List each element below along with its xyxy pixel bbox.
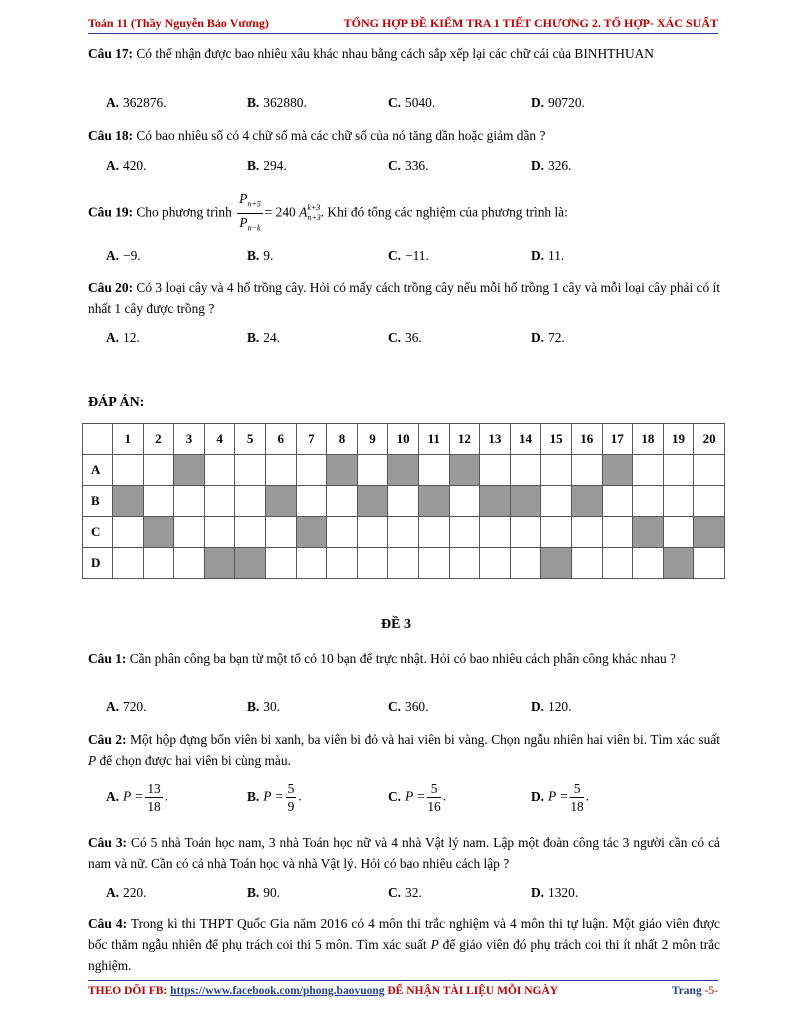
answer-cell — [571, 548, 602, 579]
question-text: Cần phân công ba bạn từ một tổ có 10 bạn để trực nhật. Hỏi có bao nhiêu cách phân công khác nhau ? — [129, 651, 676, 666]
question-20 — [88, 277, 720, 319]
question-number: Câu 1: — [88, 651, 127, 666]
facebook-link[interactable]: https://www.facebook.com/phong.baovuong — [170, 985, 385, 997]
option-c: C. 36. — [388, 330, 422, 345]
answer-cell — [174, 486, 205, 517]
question-text-before: Cho phương trình — [136, 204, 232, 220]
answer-cell-marked — [113, 486, 144, 517]
answer-cell — [113, 517, 144, 548]
question-text: Có 5 nhà Toán học nam, 3 nhà Toán học nữ và 4 nhà Vật lý nam. Lập một đoàn công tác 3 người cần có cả nam và nữ. Cần có cả nhà Toán học và nhà Vật lý. Hỏi có bao nhiêu cách lập ? — [88, 835, 720, 871]
option-b: B. 294. — [247, 158, 287, 173]
answer-cell — [449, 548, 480, 579]
option-a: A. 362876. — [106, 95, 167, 110]
answer-cell — [418, 548, 449, 579]
column-header: 17 — [602, 424, 633, 455]
arrangement-sub: n+3 — [307, 213, 321, 223]
answer-cell — [357, 517, 388, 548]
answer-cell-marked — [296, 517, 327, 548]
answer-cell-marked — [633, 517, 664, 548]
answer-cell-marked — [327, 455, 358, 486]
de3-question-3-options — [106, 885, 706, 907]
de3-question-1 — [88, 648, 720, 669]
de3-question-2 — [88, 729, 720, 771]
answer-cell-marked — [265, 486, 296, 517]
answer-cell — [327, 517, 358, 548]
answer-cell-marked — [174, 455, 205, 486]
question-number: Câu 20: — [88, 280, 134, 295]
question-text-a: Một hộp đựng bốn viên bi xanh, ba viên bi đỏ và hai viên bi vàng. Chọn ngẫu nhiên hai viên bi. Tìm xác suất — [130, 732, 720, 747]
answer-cell — [449, 486, 480, 517]
column-header: 2 — [143, 424, 174, 455]
answer-cell — [541, 517, 572, 548]
answer-cell — [541, 486, 572, 517]
de3-question-4 — [88, 913, 720, 976]
answer-cell — [143, 548, 174, 579]
question-number: Câu 3: — [88, 835, 127, 850]
option-c: C. P = $\frac{5}{16}$ . — [388, 781, 447, 814]
answer-cell — [633, 548, 664, 579]
answer-cell — [602, 486, 633, 517]
column-header: 11 — [418, 424, 449, 455]
answer-cell — [143, 486, 174, 517]
option-c: C. 336. — [388, 158, 429, 173]
option-d: D. 72. — [531, 330, 565, 345]
answer-cell — [541, 455, 572, 486]
answer-cell — [663, 517, 694, 548]
question-number: Câu 17: — [88, 46, 134, 61]
question-text-b: để chọn được hai viên bi cùng màu. — [99, 753, 291, 768]
column-header: 3 — [174, 424, 205, 455]
answer-cell — [235, 486, 266, 517]
question-text: Có thể nhận được bao nhiêu xâu khác nhau bằng cách sắp xếp lại các chữ cái của BINHTHUAN — [136, 46, 654, 61]
option-b: B. 9. — [247, 248, 274, 263]
answer-cell — [265, 548, 296, 579]
section-title: ĐỀ 3 — [381, 617, 411, 632]
answer-row-d — [83, 548, 725, 579]
equation-fraction: $\frac{P_{n+5}}{P_{n-k}}$ — [239, 191, 261, 233]
answer-cell — [235, 517, 266, 548]
answer-cell-marked — [388, 455, 419, 486]
answer-cell — [296, 486, 327, 517]
page-footer — [88, 980, 718, 1003]
page-header — [88, 13, 718, 34]
option-a: A. P = $\frac{13}{18}$ . — [106, 781, 169, 814]
question-19-options — [106, 248, 706, 270]
answer-cell — [235, 455, 266, 486]
answer-cell — [510, 455, 541, 486]
answer-cell-marked — [480, 486, 511, 517]
option-c: C. 32. — [388, 885, 422, 900]
answer-cell — [296, 548, 327, 579]
option-a: A. 420. — [106, 158, 147, 173]
column-header: 5 — [235, 424, 266, 455]
column-header: 13 — [480, 424, 511, 455]
answer-cell — [418, 455, 449, 486]
answer-cell — [418, 517, 449, 548]
option-d: D. 120. — [531, 699, 572, 714]
question-17-options — [106, 95, 706, 117]
arrangement-sup: k+3 — [307, 203, 321, 213]
question-text-a: Trong kì thi THPT Quốc Gia năm 2016 có 4 môn thi trắc nghiệm và 4 môn thi tự luận. Một giáo viên được bốc thăm ngẫu nhiên để phụ trách coi thi 5 môn. Tìm xác suất — [88, 916, 720, 952]
answer-cell — [327, 548, 358, 579]
row-label: C — [83, 517, 113, 548]
page-number: Trang -5- — [671, 985, 718, 997]
option-a: A. 720. — [106, 699, 147, 714]
option-c: C. 360. — [388, 699, 429, 714]
option-d: D. 1320. — [531, 885, 579, 900]
answer-cell — [143, 455, 174, 486]
answer-cell-marked — [510, 486, 541, 517]
answer-cell — [602, 548, 633, 579]
column-header: 6 — [265, 424, 296, 455]
answer-row-b — [83, 486, 725, 517]
answer-cell — [480, 548, 511, 579]
option-c: C. 5040. — [388, 95, 436, 110]
equation-rhs: = 240 — [264, 204, 296, 220]
answers-title: ĐÁP ÁN: — [88, 395, 145, 410]
answer-cell — [602, 517, 633, 548]
answer-cell — [357, 548, 388, 579]
answer-cell — [388, 517, 419, 548]
option-b: B. 24. — [247, 330, 281, 345]
option-d: D. 326. — [531, 158, 572, 173]
answer-cell — [265, 517, 296, 548]
column-header: 14 — [510, 424, 541, 455]
answer-cell — [265, 455, 296, 486]
option-d: D. 11. — [531, 248, 565, 263]
answer-cell — [296, 455, 327, 486]
answer-cell — [449, 517, 480, 548]
answer-cell — [388, 486, 419, 517]
answer-cell — [694, 455, 725, 486]
de3-question-1-options — [106, 699, 706, 721]
answer-cell — [694, 548, 725, 579]
answer-cell — [204, 455, 235, 486]
option-c: C. −11. — [388, 248, 429, 263]
answer-row-a — [83, 455, 725, 486]
column-header: 15 — [541, 424, 572, 455]
answer-cell — [663, 486, 694, 517]
answer-cell — [327, 486, 358, 517]
option-b: B. P = $\frac{5}{9}$ . — [247, 781, 302, 814]
answer-cell — [174, 548, 205, 579]
column-header: 19 — [663, 424, 694, 455]
question-18 — [88, 125, 720, 146]
answer-cell-marked — [235, 548, 266, 579]
row-label: B — [83, 486, 113, 517]
question-number: Câu 19: — [88, 204, 134, 220]
column-header: 10 — [388, 424, 419, 455]
footer-notice: THEO DÕI FB: https://www.facebook.com/phong.baovuong ĐỂ NHẬN TÀI LIỆU MỖI NGÀY — [88, 985, 559, 997]
answer-cell — [357, 455, 388, 486]
de3-question-2-options — [106, 780, 706, 820]
answer-cell — [571, 455, 602, 486]
question-number: Câu 4: — [88, 916, 128, 931]
option-b: B. 90. — [247, 885, 281, 900]
question-20-options — [106, 330, 706, 352]
answer-cell — [113, 455, 144, 486]
header-title: TỔNG HỢP ĐỀ KIỂM TRA 1 TIẾT CHƯƠNG 2. TỔ HỢP- XÁC SUẤT — [343, 16, 718, 30]
column-header: 1 — [113, 424, 144, 455]
answer-cell — [204, 486, 235, 517]
answer-cell — [694, 486, 725, 517]
answer-cell — [388, 548, 419, 579]
answer-cell — [510, 517, 541, 548]
column-header: 8 — [327, 424, 358, 455]
answer-cell-marked — [541, 548, 572, 579]
column-header: 16 — [571, 424, 602, 455]
question-number: Câu 18: — [88, 128, 134, 143]
answer-cell — [510, 548, 541, 579]
question-18-options — [106, 158, 706, 180]
answer-cell — [113, 548, 144, 579]
option-a: A. −9. — [106, 248, 141, 263]
question-number: Câu 2: — [88, 732, 127, 747]
answer-table — [82, 423, 725, 579]
option-a: A. 12. — [106, 330, 140, 345]
row-label: D — [83, 548, 113, 579]
answer-cell — [633, 455, 664, 486]
answer-cell — [571, 517, 602, 548]
header-course: Toán 11 (Thầy Nguyễn Bảo Vương) — [88, 16, 269, 30]
arrangement-symbol: A — [299, 204, 308, 220]
answer-cell — [174, 517, 205, 548]
answer-cell-marked — [357, 486, 388, 517]
column-header: 9 — [357, 424, 388, 455]
option-a: A. 220. — [106, 885, 147, 900]
column-header: 12 — [449, 424, 480, 455]
answer-cell-marked — [418, 486, 449, 517]
option-b: B. 30. — [247, 699, 281, 714]
question-text: Có bao nhiêu số có 4 chữ số mà các chữ số của nó tăng dần hoặc giảm dần ? — [136, 128, 546, 143]
question-text-b: để giáo viên đó phụ trách coi thi ít nhất 2 môn trắc nghiệm. — [88, 937, 720, 973]
de3-question-3 — [88, 832, 720, 874]
answer-cell — [663, 455, 694, 486]
answer-header-row — [83, 424, 725, 455]
question-text: Có 3 loại cây và 4 hố trồng cây. Hỏi có mấy cách trồng cây nếu mỗi hố trồng 1 cây và mỗi loại cây phải có ít nhất 1 cây được trồng ? — [88, 280, 720, 316]
question-19 — [88, 190, 720, 236]
answer-cell — [204, 517, 235, 548]
answer-row-c — [83, 517, 725, 548]
answer-cell-marked — [694, 517, 725, 548]
probability-var: P — [88, 753, 97, 768]
option-d: D. P = $\frac{5}{18}$ . — [531, 781, 590, 814]
row-label: A — [83, 455, 113, 486]
column-header: 20 — [694, 424, 725, 455]
corner-cell — [83, 424, 113, 455]
column-header: 4 — [204, 424, 235, 455]
column-header: 18 — [633, 424, 664, 455]
option-b: B. 362880. — [247, 95, 307, 110]
answer-cell-marked — [143, 517, 174, 548]
answer-cell-marked — [449, 455, 480, 486]
answer-cell-marked — [602, 455, 633, 486]
option-d: D. 90720. — [531, 95, 585, 110]
question-17 — [88, 43, 720, 64]
answer-cell — [633, 486, 664, 517]
answer-cell-marked — [204, 548, 235, 579]
column-header: 7 — [296, 424, 327, 455]
question-text-after: . Khi đó tổng các nghiệm của phương trình là: — [320, 204, 568, 220]
answer-cell-marked — [663, 548, 694, 579]
answer-cell-marked — [571, 486, 602, 517]
probability-var: P — [430, 937, 439, 952]
answer-cell — [480, 455, 511, 486]
answer-cell — [480, 517, 511, 548]
